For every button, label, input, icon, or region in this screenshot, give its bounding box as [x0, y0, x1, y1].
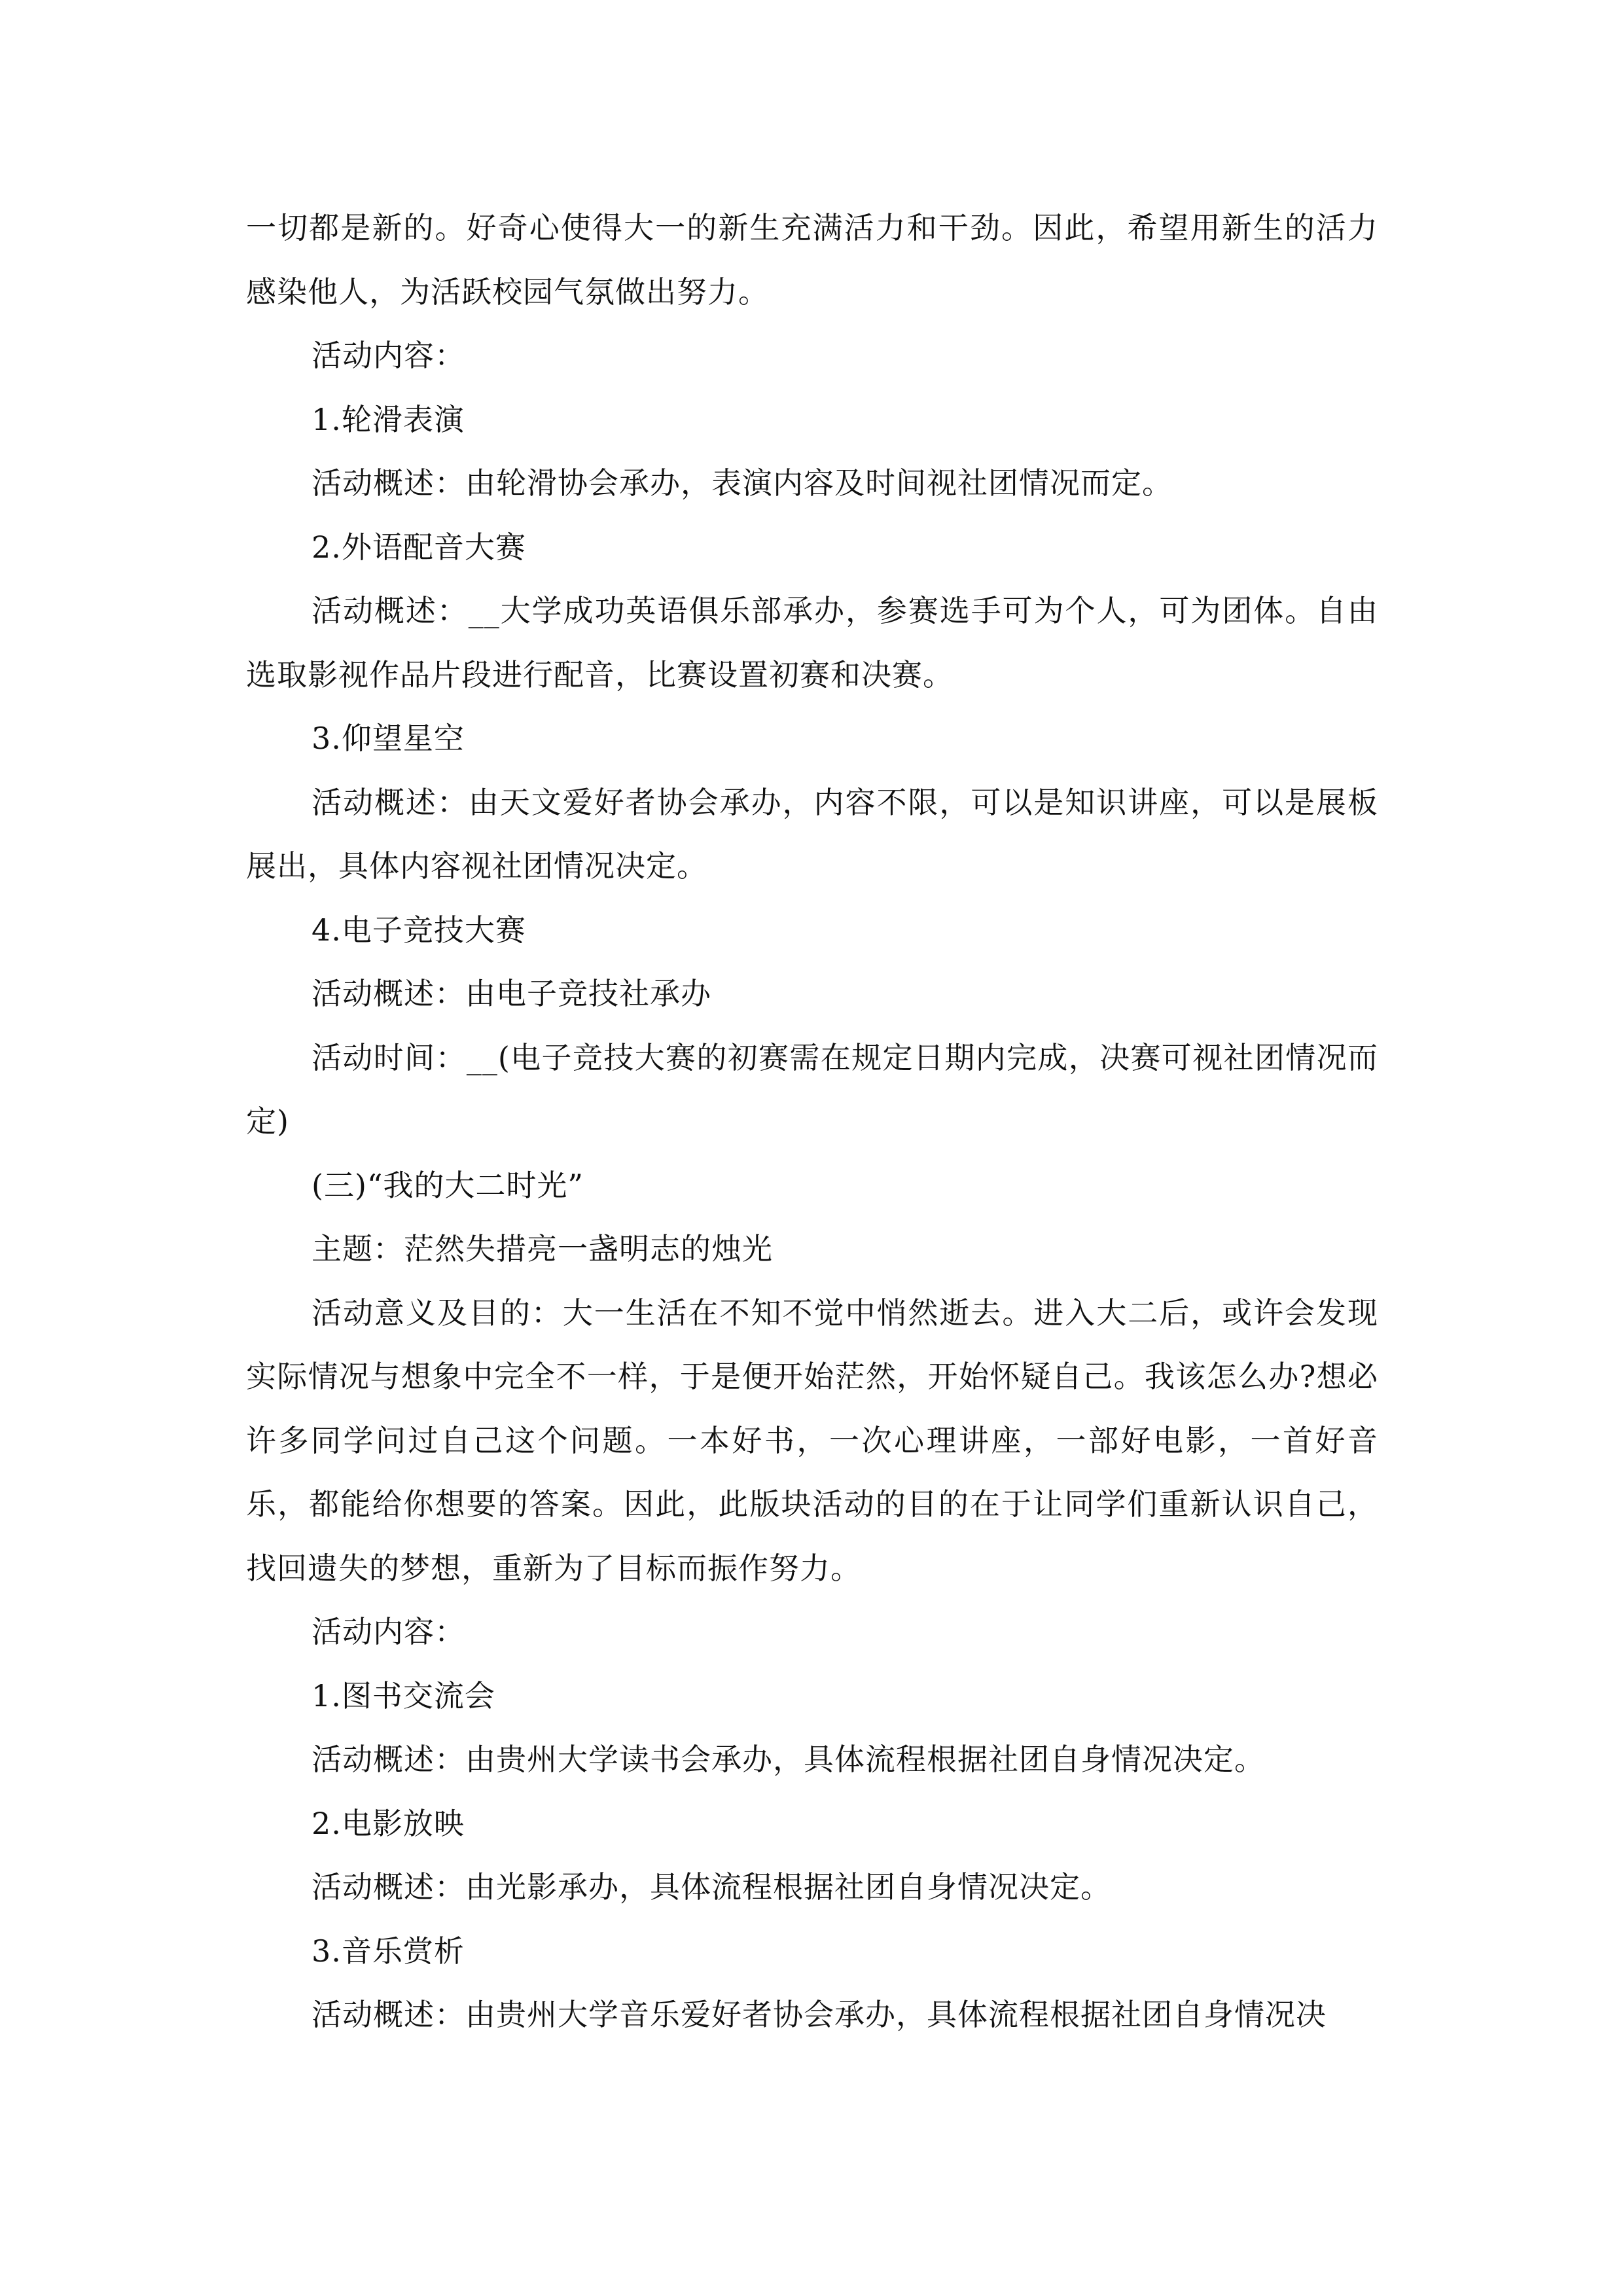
summary-dubbing-contest: 活动概述：__大学成功英语俱乐部承办，参赛选手可为个人，可为团体。自由选取影视作品片段进行配音，比赛设置初赛和决赛。 [246, 593, 1378, 692]
item-esports: 4.电子竞技大赛 [312, 912, 526, 948]
summary-esports: 活动概述：由电子竞技社承办 [312, 976, 711, 1011]
summary-roller-skating: 活动概述：由轮滑协会承办，表演内容及时间视社团情况而定。 [312, 465, 1173, 501]
item-music-appreciation: 3.音乐赏析 [312, 1933, 465, 1969]
item-stargazing: 3.仰望星空 [312, 721, 465, 756]
theme-line: 主题：茫然失措亮一盏明志的烛光 [312, 1231, 773, 1266]
heading-activity-content-2: 活动内容： [312, 1614, 465, 1649]
document-body [246, 196, 1378, 2047]
section-heading-sophomore: (三)“我的大二时光” [312, 1167, 584, 1203]
item-book-exchange: 1.图书交流会 [312, 1677, 495, 1713]
purpose-paragraph: 活动意义及目的：大一生活在不知不觉中悄然逝去。进入大二后，或许会发现实际情况与想象中完全不一样，于是便开始茫然，开始怀疑自己。我该怎么办?想必许多同学问过自己这个问题。一本好书，一次心理讲座，一部好电影，一首好音乐，都能给你想要的答案。因此，此版块活动的目的在于让同学们重新认识自己，找回遗失的梦想，重新为了目标而振作努力。 [246, 1295, 1378, 1586]
summary-music-appreciation: 活动概述：由贵州大学音乐爱好者协会承办，具体流程根据社团自身情况决 [312, 1997, 1327, 2032]
time-esports: 活动时间：__(电子竞技大赛的初赛需在规定日期内完成，决赛可视社团情况而定) [246, 1039, 1378, 1139]
summary-stargazing: 活动概述：由天文爱好者协会承办，内容不限，可以是知识讲座，可以是展板展出，具体内容视社团情况决定。 [246, 784, 1378, 884]
item-dubbing-contest: 2.外语配音大赛 [312, 529, 526, 565]
item-roller-skating: 1.轮滑表演 [312, 401, 465, 437]
summary-book-exchange: 活动概述：由贵州大学读书会承办，具体流程根据社团自身情况决定。 [312, 1742, 1265, 1777]
heading-activity-content: 活动内容： [312, 338, 465, 373]
paragraph-intro-continued: 一切都是新的。好奇心使得大一的新生充满活力和干劲。因此，希望用新生的活力感染他人，为活跃校园气氛做出努力。 [246, 210, 1378, 310]
summary-film-screening: 活动概述：由光影承办，具体流程根据社团自身情况决定。 [312, 1869, 1111, 1905]
item-film-screening: 2.电影放映 [312, 1805, 465, 1841]
